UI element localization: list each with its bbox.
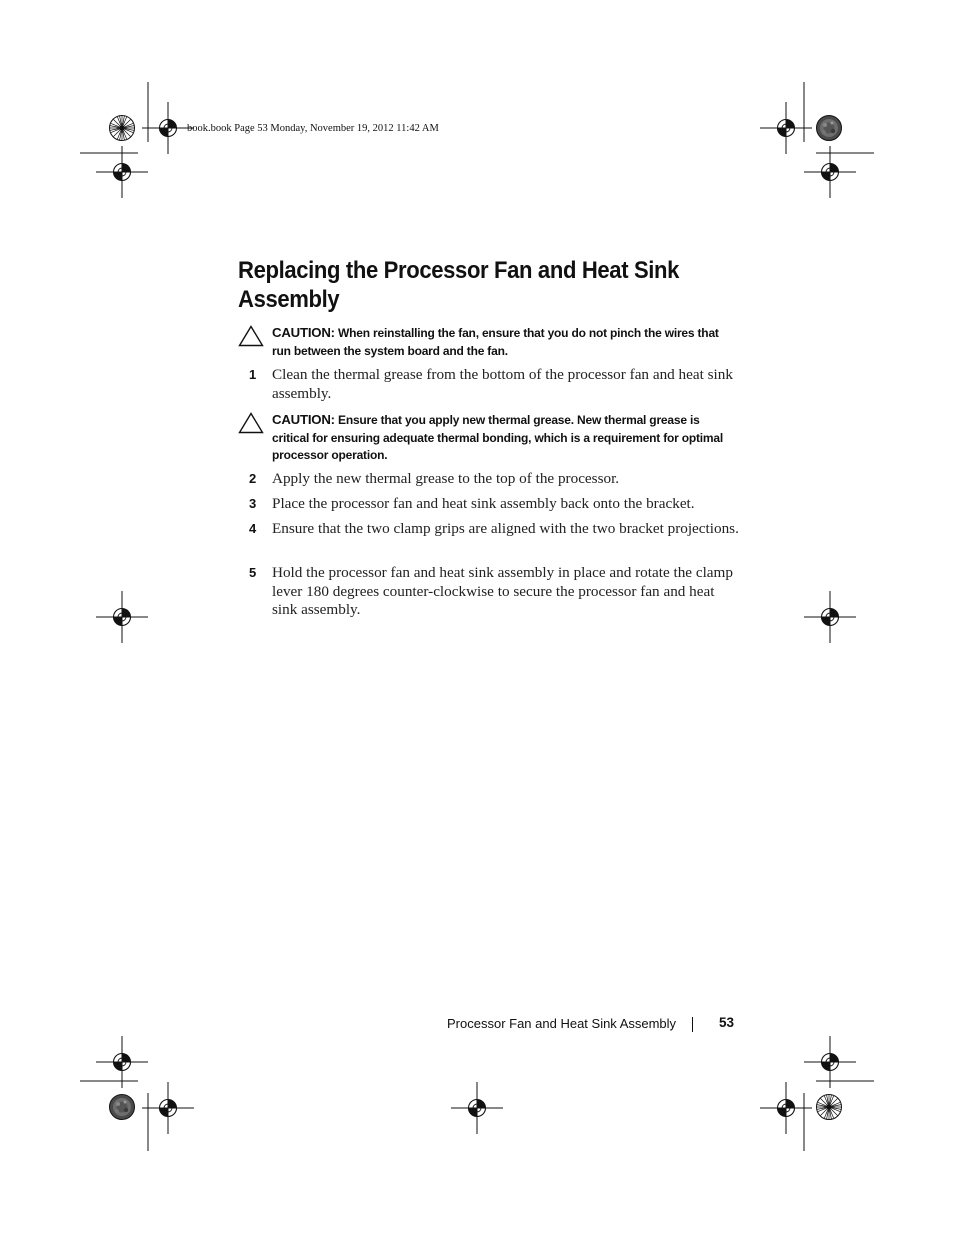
color-target-icon [110, 1095, 135, 1120]
page-number: 53 [719, 1015, 735, 1030]
footer-section-title: Processor Fan and Heat Sink Assembly [447, 1016, 677, 1031]
step-text: Ensure that the two clamp grips are aligned with the two bracket projections. [272, 520, 739, 537]
caution-label: CAUTION: [272, 412, 335, 427]
step-text: Apply the new thermal grease to the top of the processor. [272, 470, 620, 487]
registration-crosshair-icon [142, 1082, 194, 1134]
step-number: 2 [249, 471, 257, 486]
step-text: Place the processor fan and heat sink assembly back onto the bracket. [272, 495, 695, 512]
caution-text [272, 411, 738, 465]
caution-block [238, 411, 738, 465]
list-item [249, 520, 739, 539]
color-target-icon [110, 116, 135, 141]
step-text: Hold the processor fan and heat sink assembly in place and rotate the clamp lever 180 degrees counter-clockwise to secure the processor fan and heat sink assembly. [272, 564, 733, 618]
list-item [249, 470, 739, 489]
color-target-icon [817, 1095, 842, 1120]
list-item [249, 495, 739, 514]
caution-triangle-icon [238, 325, 264, 347]
step-number: 4 [249, 521, 257, 536]
registration-crosshair-icon [96, 146, 148, 198]
caution-triangle-icon [238, 412, 264, 434]
caution-text [272, 324, 738, 360]
caution-label: CAUTION: [272, 325, 335, 340]
slug-line: book.book Page 53 Monday, November 19, 2012 11:42 AM [187, 123, 439, 134]
footer-divider [692, 1017, 693, 1032]
caution-body: When reinstalling the fan, ensure that you do not pinch the wires that run between the system board and the fan. [272, 326, 719, 358]
list-item [249, 564, 739, 620]
registration-crosshair-icon [96, 591, 148, 643]
step-number: 3 [249, 496, 257, 511]
caution-body: Ensure that you apply new thermal grease. New thermal grease is critical for ensuring adequate thermal bonding, which is a requirement for optimal processor operation. [272, 413, 724, 462]
step-number: 5 [249, 565, 257, 580]
step-number: 1 [249, 367, 257, 382]
registration-crosshair-icon [804, 591, 856, 643]
registration-crosshair-icon [451, 1082, 503, 1134]
color-target-icon [817, 116, 842, 141]
registration-crosshair-icon [804, 1036, 856, 1088]
registration-crosshair-icon [804, 146, 856, 198]
list-item [249, 366, 739, 403]
page-title: Replacing the Processor Fan and Heat Sink Assembly [238, 257, 680, 313]
registration-crosshair-icon [96, 1036, 148, 1088]
caution-block [238, 324, 738, 360]
step-text: Clean the thermal grease from the bottom of the processor fan and heat sink assembly. [272, 366, 733, 402]
